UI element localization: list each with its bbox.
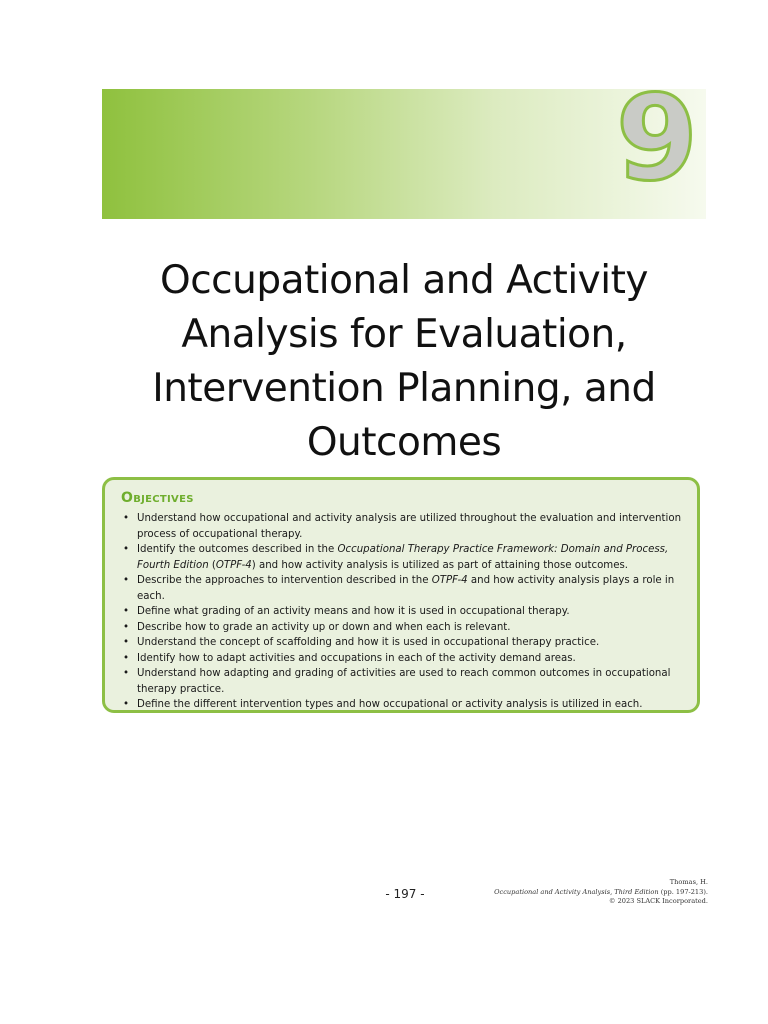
objective-text: Understand how adapting and grading of activities are used to reach common outcomes in occupational therapy practice. <box>137 668 671 695</box>
citation-source <box>494 888 708 898</box>
objective-text: Define the different intervention types and how occupational or activity analysis is utilized in each. <box>137 699 643 710</box>
citation-author: Thomas, H. <box>669 878 708 886</box>
chapter-number: 9 <box>615 69 698 207</box>
objective-item <box>121 620 683 636</box>
objective-text: ) and how activity analysis is utilized as part of attaining those outcomes. <box>251 559 629 571</box>
objective-item <box>121 666 683 697</box>
objective-text: Understand how occupational and activity analysis are utilized throughout the evaluation and intervention process of occupational therapy. <box>137 513 682 540</box>
citation <box>494 878 708 907</box>
objective-text: Occupational Therapy Practice Framework: Domain and Process, Fourth Edition <box>137 544 669 571</box>
objective-item <box>121 542 683 573</box>
objective-item <box>121 511 683 542</box>
objective-item <box>121 604 683 620</box>
objective-text: Describe how to grade an activity up or down and when each is relevant. <box>137 621 511 633</box>
objective-item <box>121 573 683 604</box>
objective-text: Identify how to adapt activities and occupations in each of the activity demand areas. <box>137 652 576 664</box>
citation-book-title: Occupational and Activity Analysis, Third Edition <box>494 887 659 896</box>
objective-text: Define what grading of an activity means and how it is used in occupational therapy. <box>137 606 570 617</box>
objective-text: OTPF-4 <box>215 559 252 571</box>
objective-text: and how activity analysis plays a role in each. <box>137 575 675 602</box>
objectives-box <box>102 477 700 713</box>
objectives-list <box>121 511 683 713</box>
objective-text: Describe the approaches to intervention described in the <box>137 575 432 586</box>
citation-copyright: © 2023 SLACK Incorporated. <box>608 897 708 906</box>
objective-text: Understand the concept of scaffolding and how it is used in occupational therapy practice. <box>137 637 600 648</box>
citation-pages: (pp. 197-213). <box>658 887 708 896</box>
objectives-heading: Objectives <box>121 490 194 506</box>
objective-text: ( <box>208 559 216 571</box>
chapter-title: Occupational and Activity Analysis for Evaluation, Intervention Planning, and Outcomes <box>152 258 656 465</box>
objective-item <box>121 635 683 651</box>
objective-item <box>121 697 683 713</box>
page-number: - 197 - <box>385 887 425 901</box>
objective-text: Identify the outcomes described in the <box>137 544 338 555</box>
objective-text: OTPF-4 <box>431 575 468 586</box>
objective-item <box>121 651 683 667</box>
chapter-banner <box>102 69 706 219</box>
